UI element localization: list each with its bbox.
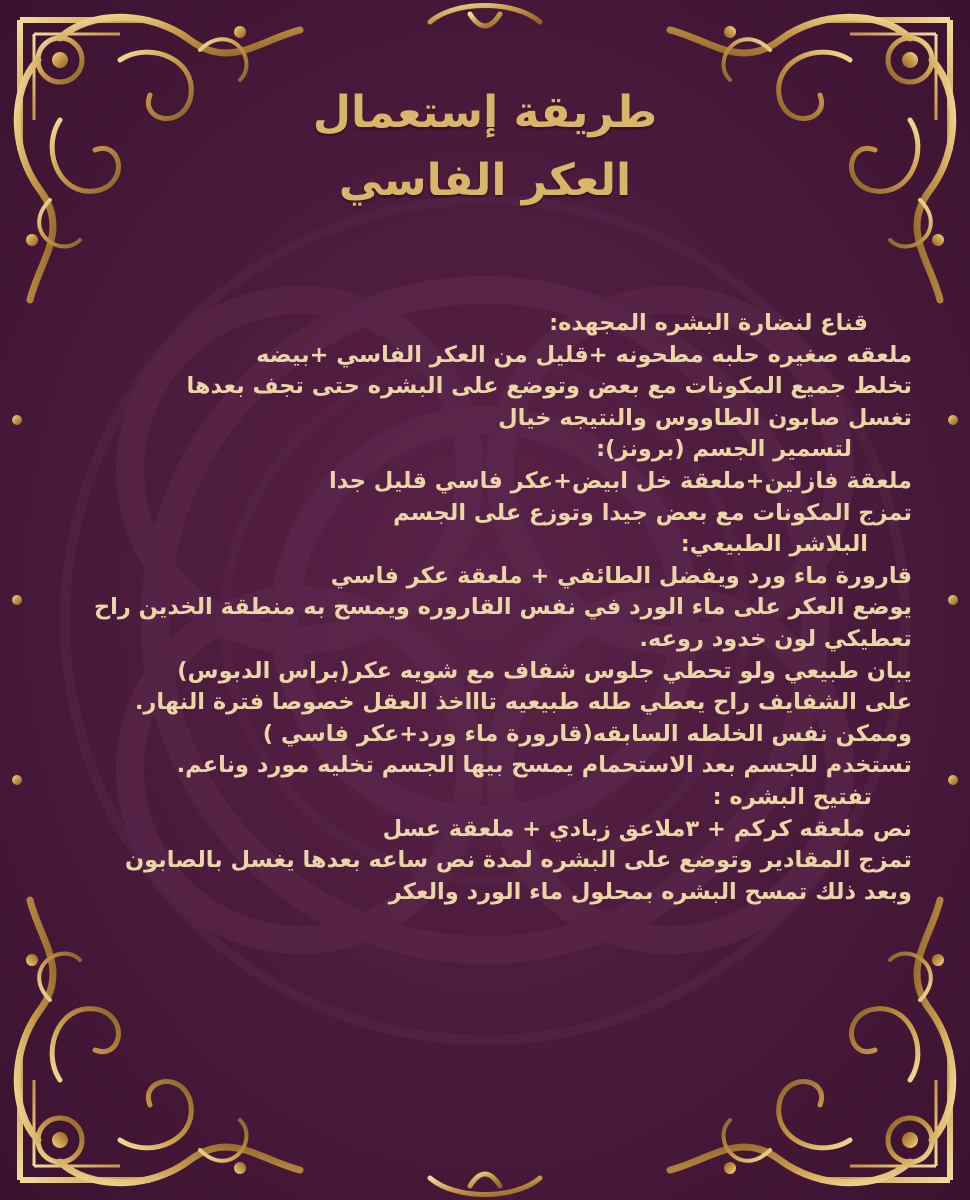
section-line: تستخدم للجسم بعد الاستحمام يمسح بيها الجسم تخليه مورد وناعم. [176, 752, 912, 779]
section-line: تعطيكي لون خدود روعه. [639, 625, 912, 652]
section-heading: تفتيح البشره : [712, 783, 872, 810]
section-line: ملعقة فازلين+ملعقة خل ابيض+عكر فاسي قليل جدا [328, 467, 912, 494]
title-line-2: العكر الفاسي [338, 155, 632, 206]
section-line: تمزج المقادير وتوضع على البشره لمدة نص ساعه بعدها يغسل بالصابون [124, 847, 912, 874]
section-line: على الشفايف راح يعطي طله طبيعيه تاااخذ العقل خصوصا فترة النهار. [134, 689, 912, 716]
section-line: تخلط جميع المكونات مع بعض وتوضع على البشره حتى تجف بعدها [186, 373, 912, 400]
section-heading: البلاشر الطبيعي: [680, 531, 868, 558]
section-line: قارورة ماء ورد ويفضل الطائفي + ملعقة عكر فاسي [330, 562, 912, 589]
section-line: ملعقه صغيره حلبه مطحونه +قليل من العكر الفاسي +بيضه [256, 341, 912, 368]
section-line: تغسل صابون الطاووس والنتيجه خيال [498, 404, 912, 431]
section-line: وممكن نفس الخلطه السابقه(قارورة ماء ورد+عكر فاسي ) [262, 720, 912, 747]
section-line: نص ملعقه كركم + ٣ملاعق زبادي + ملعقة عسل [382, 815, 912, 842]
section-line: يبان طبيعي ولو تحطي جلوس شفاف مع شويه عكر(براس الدبوس) [177, 657, 912, 684]
section-line: تمزج المكونات مع بعض جيدا وتوزع على الجسم [393, 499, 912, 526]
section-line: يوضع العكر على ماء الورد في نفس القاروره ويمسح به منطقة الخدين راح [93, 594, 912, 621]
section-line: وبعد ذلك تمسح البشره بمحلول ماء الورد والعكر [388, 878, 912, 905]
section-heading: لتسمير الجسم (برونز): [596, 436, 852, 463]
section-heading: قناع لنضارة البشره المجهده: [549, 310, 868, 336]
instructions-text [42, 308, 912, 908]
title-line-1: طريقة إستعمال [312, 87, 658, 138]
